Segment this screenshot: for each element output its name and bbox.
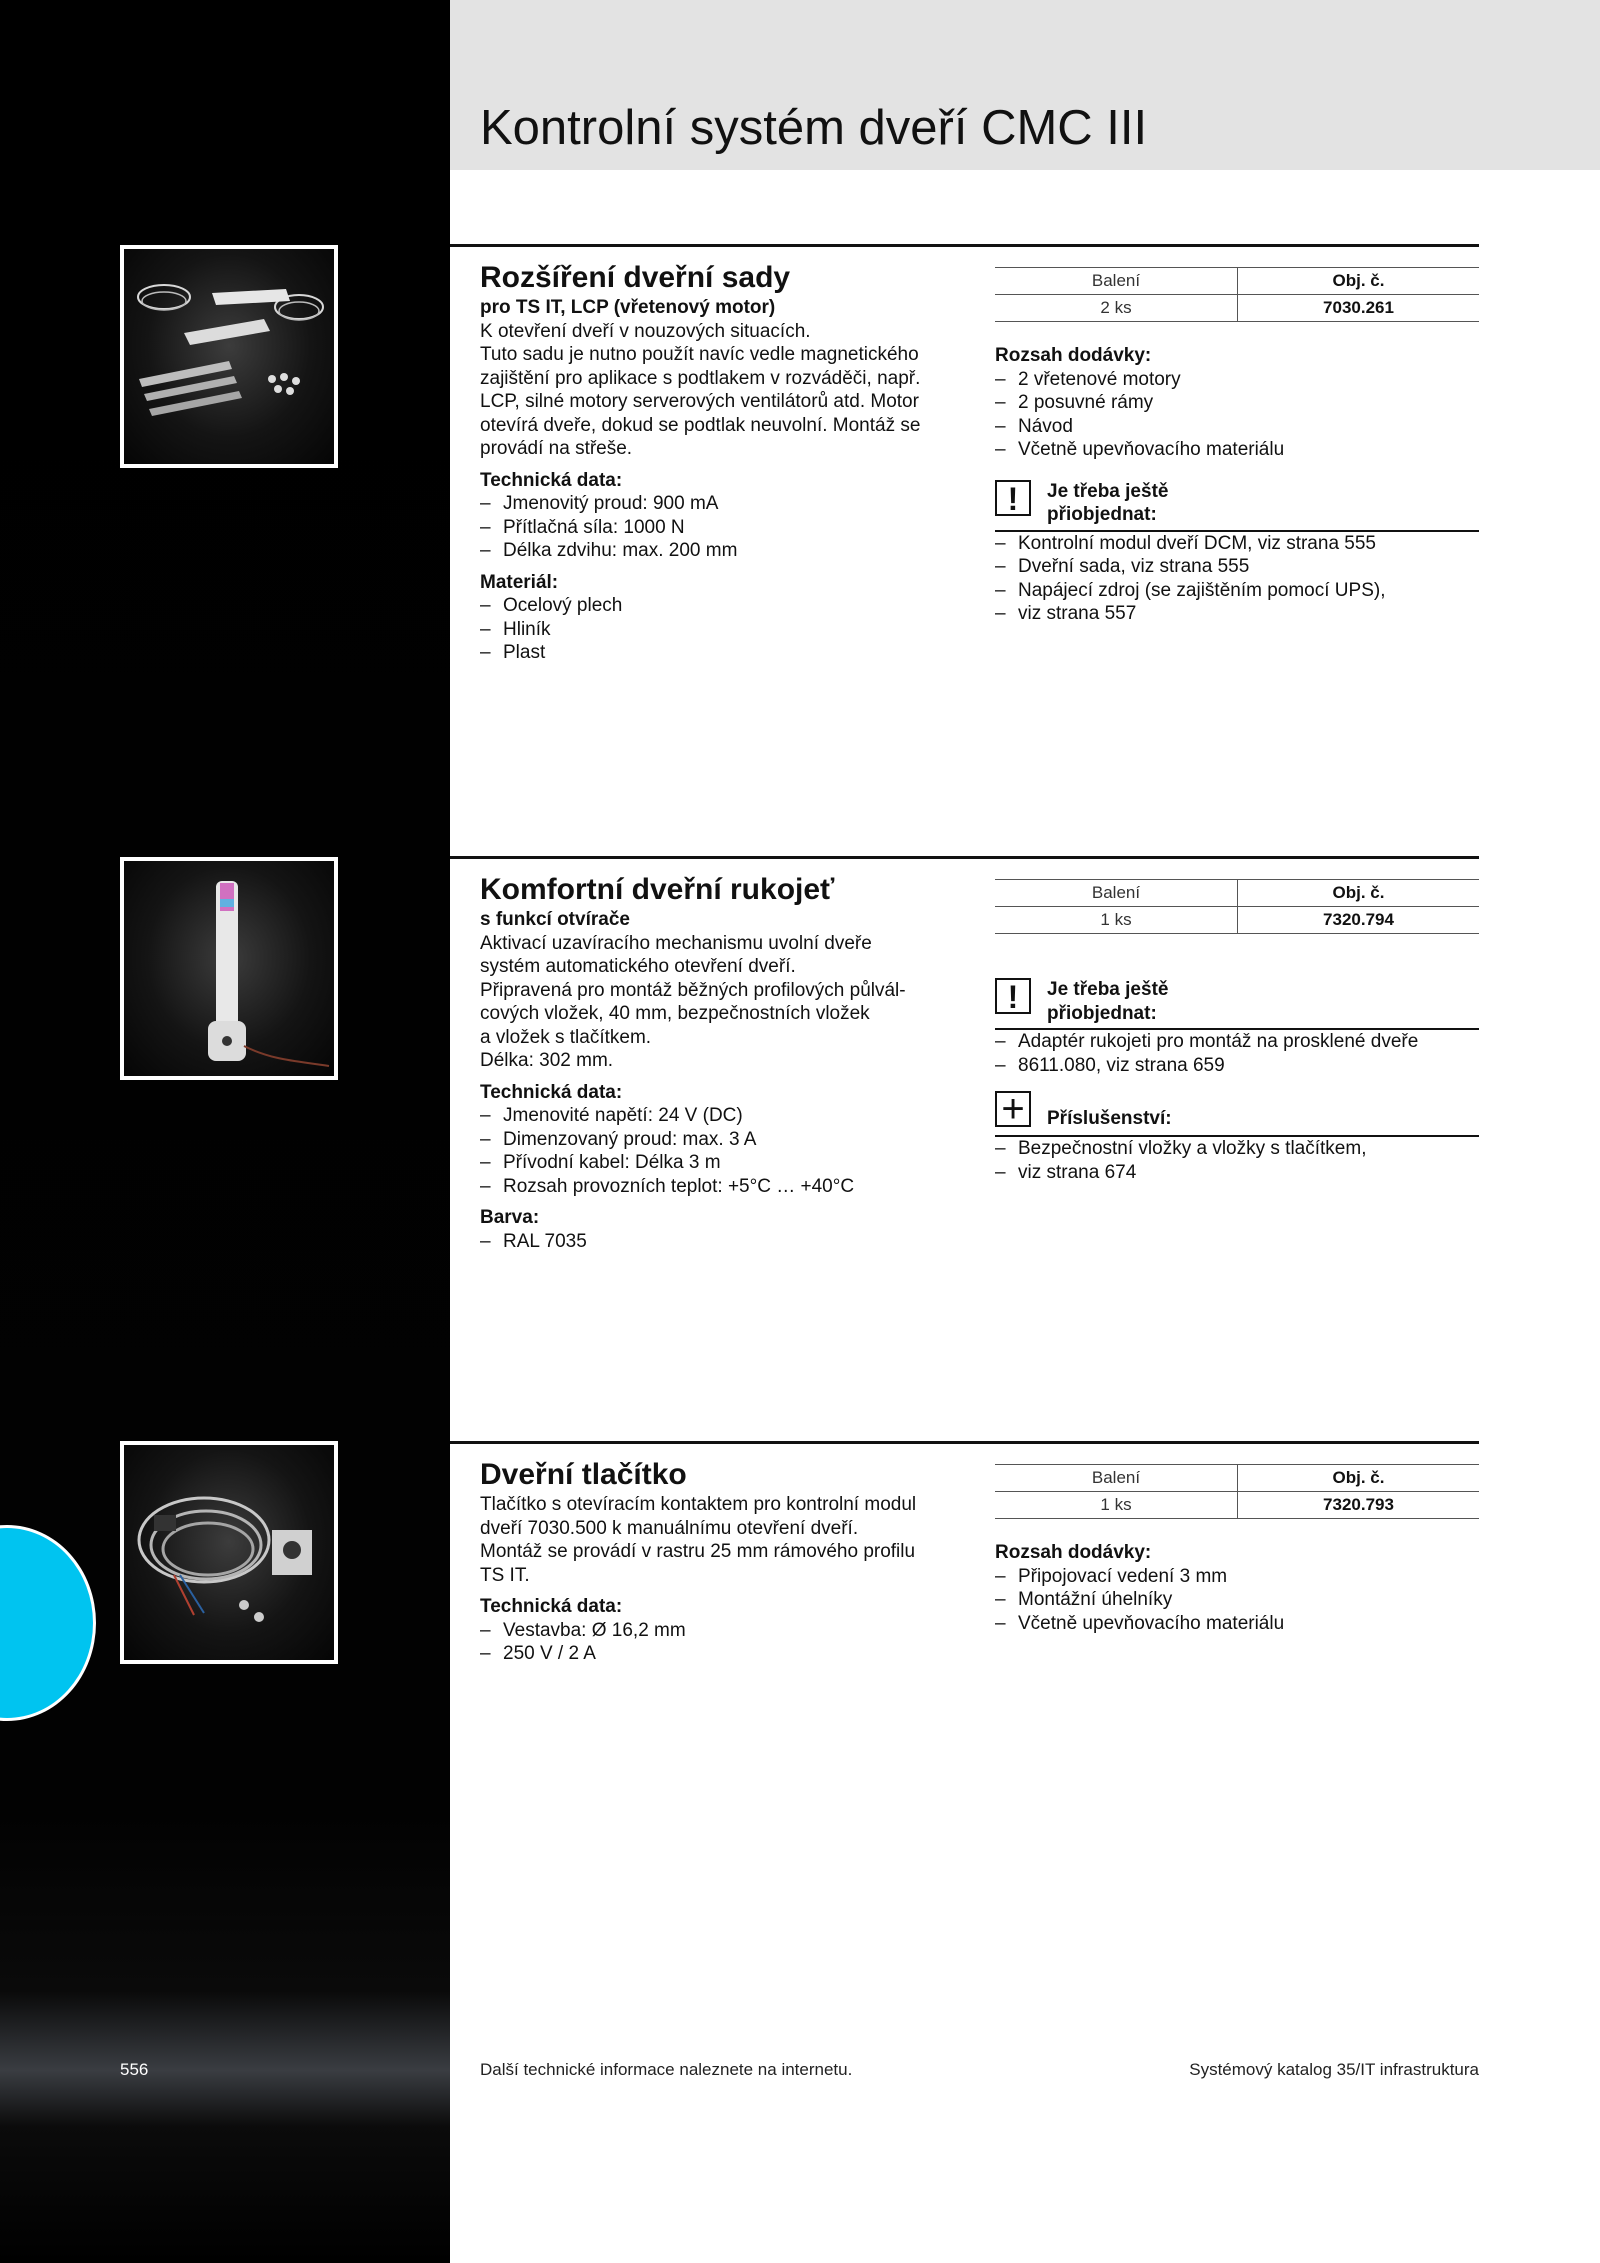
table-cell-packaging: 1 ks <box>995 907 1238 934</box>
list-item: – Ocelový plech <box>480 594 965 618</box>
order-also-heading <box>995 974 1479 1026</box>
description-line: Délka: 302 mm. <box>480 1050 614 1071</box>
description-line: Tlačítko s otevíracím kontaktem pro kontrolní modul <box>480 1494 917 1515</box>
exclamation-icon: ! <box>995 480 1031 516</box>
product-1-description <box>480 250 965 665</box>
page-header <box>450 0 1600 170</box>
order-also-list <box>995 532 1479 626</box>
description-line: dveří 7030.500 k manuálnímu otevření dveří. <box>480 1517 859 1539</box>
list-item: – Kontrolní modul dveří DCM, viz strana 555 <box>995 532 1479 556</box>
accessories-heading <box>995 1087 1479 1133</box>
tech-data-heading: Technická data: <box>480 1596 623 1617</box>
order-also-list <box>995 1030 1479 1077</box>
product-2-order-info <box>995 865 1479 1184</box>
list-item: – Včetně upevňovacího materiálu <box>995 438 1479 462</box>
description-line: K otevření dveří v nouzových situacích. <box>480 320 811 342</box>
tech-data-heading: Technická data: <box>480 469 623 491</box>
scope-list <box>995 368 1479 462</box>
material-heading: Materiál: <box>480 571 559 593</box>
tech-data-list <box>480 492 965 563</box>
section-rule-2 <box>450 856 1479 859</box>
tech-data-heading: Technická data: <box>480 1081 623 1103</box>
description-line: otevírá dveře, dokud se podtlak neuvolní. Montáž se <box>480 414 921 436</box>
table-header-order-no: Obj. č. <box>1238 268 1480 295</box>
page-number: 556 <box>120 2060 149 2079</box>
product-title: Komfortní dveřní rukojeť <box>480 873 835 906</box>
exclamation-icon: ! <box>995 978 1031 1014</box>
product-photo-door-kit <box>120 245 338 468</box>
color-heading: Barva: <box>480 1207 540 1228</box>
product-subtitle: pro TS IT, LCP (vřetenový motor) <box>480 297 776 318</box>
product-1-order-info <box>995 253 1479 626</box>
list-item: – Napájecí zdroj (se zajištěním pomocí UPS), <box>995 579 1479 603</box>
table-cell-order-no: 7320.794 <box>1238 907 1480 934</box>
list-item: – Přítlačná síla: 1000 N <box>480 516 965 540</box>
list-item: – Vestavba: Ø 16,2 mm <box>480 1619 965 1643</box>
product-3-description <box>480 1447 965 1666</box>
list-item-continuation: – viz strana 674 <box>995 1161 1479 1185</box>
table-cell-packaging: 2 ks <box>995 295 1238 322</box>
list-item: – Návod <box>995 415 1479 439</box>
list-item-continuation: – 8611.080, viz strana 659 <box>995 1054 1479 1078</box>
description-line: Aktivací uzavíracího mechanismu uvolní dveře <box>480 932 872 954</box>
plus-icon: + <box>995 1091 1031 1127</box>
list-item: – 2 vřetenové motory <box>995 368 1479 392</box>
accessories-label: Příslušenství: <box>1047 1108 1172 1129</box>
description-line: systém automatického otevření dveří. <box>480 956 796 977</box>
product-3-order-info <box>995 1450 1479 1635</box>
section-rule-1 <box>450 244 1479 247</box>
table-header-packaging: Balení <box>995 1465 1238 1492</box>
list-item: – Hliník <box>480 618 965 642</box>
order-also-label-1: Je třeba ještě <box>1047 979 1169 1000</box>
table-cell-order-no: 7320.793 <box>1238 1492 1480 1519</box>
description-line: Montáž se provádí v rastru 25 mm rámového profilu <box>480 1541 916 1562</box>
list-item: – RAL 7035 <box>480 1230 965 1254</box>
product-title: Rozšíření dveřní sady <box>480 261 791 294</box>
order-also-heading <box>995 476 1479 528</box>
list-item: – Připojovací vedení 3 mm <box>995 1565 1479 1589</box>
description-line: Tuto sadu je nutno použít navíc vedle magnetického <box>480 344 919 365</box>
list-item: – Jmenovité napětí: 24 V (DC) <box>480 1104 965 1128</box>
list-item: – Délka zdvihu: max. 200 mm <box>480 539 965 563</box>
product-2-description <box>480 862 965 1253</box>
color-list <box>480 1230 965 1254</box>
product-subtitle: s funkcí otvírače <box>480 909 630 930</box>
list-item: – Plast <box>480 641 965 665</box>
order-table <box>995 1464 1479 1519</box>
table-cell-order-no: 7030.261 <box>1238 295 1480 322</box>
description-line: Připravená pro montáž běžných profilových půlvál- <box>480 979 906 1001</box>
list-item: – Včetně upevňovacího materiálu <box>995 1612 1479 1636</box>
list-item: – Dveřní sada, viz strana 555 <box>995 555 1479 579</box>
description-line: provádí na střeše. <box>480 438 633 459</box>
material-list <box>480 594 965 665</box>
description-line: a vložek s tlačítkem. <box>480 1026 652 1048</box>
table-header-order-no: Obj. č. <box>1238 880 1480 907</box>
description-line: TS IT. <box>480 1564 530 1586</box>
page-title: Kontrolní systém dveří CMC III <box>480 101 1148 155</box>
table-header-packaging: Balení <box>995 880 1238 907</box>
table-header-order-no: Obj. č. <box>1238 1465 1480 1492</box>
tech-data-list <box>480 1619 965 1666</box>
list-item: – 2 posuvné rámy <box>995 391 1479 415</box>
order-table <box>995 879 1479 934</box>
list-item: – Montážní úhelníky <box>995 1588 1479 1612</box>
table-cell-packaging: 1 ks <box>995 1492 1238 1519</box>
order-also-label-2: přiobjednat: <box>1047 504 1157 525</box>
accessories-list <box>995 1137 1479 1184</box>
list-item: – 250 V / 2 A <box>480 1642 965 1666</box>
order-also-label-2: přiobjednat: <box>1047 1002 1157 1024</box>
scope-heading: Rozsah dodávky: <box>995 1542 1152 1563</box>
product-photo-door-handle <box>120 857 338 1080</box>
list-item: – Adaptér rukojeti pro montáž na prosklené dveře <box>995 1030 1479 1054</box>
scope-list <box>995 1565 1479 1636</box>
list-item: – Jmenovitý proud: 900 mA <box>480 492 965 516</box>
list-item: – Dimenzovaný proud: max. 3 A <box>480 1128 965 1152</box>
description-line: cových vložek, 40 mm, bezpečnostních vložek <box>480 1003 870 1024</box>
scope-heading: Rozsah dodávky: <box>995 345 1152 366</box>
section-rule-3 <box>450 1441 1479 1444</box>
description-line: zajištění pro aplikace s podtlakem v rozváděči, např. <box>480 367 921 389</box>
product-title: Dveřní tlačítko <box>480 1458 687 1491</box>
tech-data-list <box>480 1104 965 1198</box>
footer-catalog-name: Systémový katalog 35/IT infrastruktura <box>1189 2060 1479 2079</box>
footer-note: Další technické informace naleznete na internetu. <box>480 2060 853 2079</box>
order-also-label-1: Je třeba ještě <box>1047 480 1169 502</box>
table-header-packaging: Balení <box>995 268 1238 295</box>
list-item-continuation: – viz strana 557 <box>995 602 1479 626</box>
order-table <box>995 267 1479 322</box>
list-item: – Rozsah provozních teplot: +5°C … +40°C <box>480 1175 965 1199</box>
list-item: – Bezpečnostní vložky a vložky s tlačítkem, <box>995 1137 1479 1161</box>
description-line: LCP, silné motory serverových ventilátorů atd. Motor <box>480 391 919 412</box>
product-photo-door-button <box>120 1441 338 1664</box>
list-item: – Přívodní kabel: Délka 3 m <box>480 1151 965 1175</box>
